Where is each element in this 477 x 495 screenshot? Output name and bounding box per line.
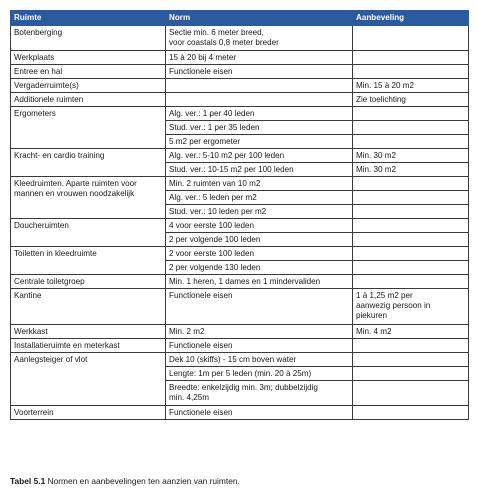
cell-ruimte: Centrale toiletgroep	[11, 275, 166, 289]
cell-ruimte: Vergaderruimte(s)	[11, 79, 166, 93]
caption-label: Tabel 5.1	[10, 476, 46, 486]
cell-ruimte: Kleedruimten. Aparte ruimten voor mannen en vrouwen noodzakelijk	[11, 177, 166, 219]
cell-norm: Stud. ver.: 10-15 m2 per 100 leden	[166, 163, 353, 177]
cell-aanbeveling: Min. 30 m2	[353, 163, 469, 177]
cell-aanbeveling	[353, 381, 469, 406]
table-row	[11, 107, 469, 121]
cell-aanbeveling	[353, 177, 469, 191]
cell-aanbeveling: 1 à 1,25 m2 per aanwezig persoon in piekuren	[353, 289, 469, 325]
column-header-norm: Norm	[166, 11, 353, 26]
cell-norm: 15 à 20 bij 4 meter	[166, 51, 353, 65]
cell-aanbeveling: Min. 4 m2	[353, 325, 469, 339]
cell-aanbeveling	[353, 65, 469, 79]
table-row	[11, 325, 469, 339]
cell-norm: Dek 10 (skiffs) - 15 cm boven water	[166, 353, 353, 367]
cell-ruimte: Additionele ruimten	[11, 93, 166, 107]
cell-aanbeveling: Zie toelichting	[353, 93, 469, 107]
cell-norm: Breedte: enkelzijdig min. 3m; dubbelzijdig min. 4,25m	[166, 381, 353, 406]
column-header-ruimte: Ruimte	[11, 11, 166, 26]
cell-ruimte: Werkkast	[11, 325, 166, 339]
table-row	[11, 247, 469, 261]
cell-aanbeveling	[353, 275, 469, 289]
cell-norm: Min. 2 ruimten van 10 m2	[166, 177, 353, 191]
cell-norm: 4 voor eerste 100 leden	[166, 219, 353, 233]
cell-ruimte: Doucheruimten	[11, 219, 166, 247]
cell-ruimte: Entree en hal	[11, 65, 166, 79]
cell-ruimte: Kantine	[11, 289, 166, 325]
table-caption	[10, 476, 240, 486]
cell-aanbeveling	[353, 121, 469, 135]
cell-aanbeveling	[353, 219, 469, 233]
cell-norm: Lengte: 1m per 5 leden (min. 20 à 25m)	[166, 367, 353, 381]
table-header-row	[11, 11, 469, 26]
cell-ruimte: Installatieruimte en meterkast	[11, 339, 166, 353]
cell-norm	[166, 93, 353, 107]
table-row	[11, 51, 469, 65]
cell-norm: Alg. ver.: 5-10 m2 per 100 leden	[166, 149, 353, 163]
cell-aanbeveling	[353, 51, 469, 65]
cell-aanbeveling	[353, 406, 469, 420]
cell-norm: Alg. ver.: 5 leden per m2	[166, 191, 353, 205]
cell-aanbeveling	[353, 107, 469, 121]
cell-aanbeveling: Min. 30 m2	[353, 149, 469, 163]
cell-norm: Min. 2 m2	[166, 325, 353, 339]
table-row	[11, 149, 469, 163]
cell-aanbeveling	[353, 26, 469, 51]
cell-ruimte: Voorterrein	[11, 406, 166, 420]
table-row	[11, 406, 469, 420]
cell-ruimte: Ergometers	[11, 107, 166, 149]
cell-aanbeveling	[353, 135, 469, 149]
cell-aanbeveling	[353, 353, 469, 367]
cell-norm: Min. 1 heren, 1 dames en 1 mindervaliden	[166, 275, 353, 289]
cell-aanbeveling	[353, 261, 469, 275]
table-row	[11, 26, 469, 51]
cell-norm: Stud. ver.: 1 per 35 leden	[166, 121, 353, 135]
norms-table	[10, 10, 469, 420]
caption-text: Normen en aanbevelingen ten aanzien van ruimten.	[45, 476, 240, 486]
cell-norm: Functionele eisen	[166, 65, 353, 79]
cell-norm: Stud. ver.: 10 leden per m2	[166, 205, 353, 219]
cell-aanbeveling	[353, 191, 469, 205]
cell-norm: Functionele eisen	[166, 339, 353, 353]
cell-aanbeveling	[353, 205, 469, 219]
table-row	[11, 93, 469, 107]
cell-ruimte: Botenberging	[11, 26, 166, 51]
table-row	[11, 219, 469, 233]
column-header-aanbeveling: Aanbeveling	[353, 11, 469, 26]
table-row	[11, 79, 469, 93]
cell-norm: Sectie min. 6 meter breed, voor coastals 0,8 meter breder	[166, 26, 353, 51]
cell-aanbeveling: Min. 15 à 20 m2	[353, 79, 469, 93]
cell-ruimte: Kracht- en cardio training	[11, 149, 166, 177]
cell-aanbeveling	[353, 233, 469, 247]
cell-norm: Alg. ver.: 1 per 40 leden	[166, 107, 353, 121]
table-row	[11, 339, 469, 353]
cell-aanbeveling	[353, 367, 469, 381]
table-row	[11, 353, 469, 367]
cell-norm: Functionele eisen	[166, 406, 353, 420]
cell-ruimte: Toiletten in kleedruimte	[11, 247, 166, 275]
cell-aanbeveling	[353, 339, 469, 353]
cell-ruimte: Aanlegsteiger of vlot	[11, 353, 166, 406]
cell-norm: 2 voor eerste 100 leden	[166, 247, 353, 261]
cell-ruimte: Werkplaats	[11, 51, 166, 65]
cell-norm: 5 m2 per ergometer	[166, 135, 353, 149]
table-row	[11, 177, 469, 191]
cell-aanbeveling	[353, 247, 469, 261]
table-row	[11, 65, 469, 79]
cell-norm	[166, 79, 353, 93]
table-row	[11, 275, 469, 289]
cell-norm: Functionele eisen	[166, 289, 353, 325]
cell-norm: 2 per volgende 100 leden	[166, 233, 353, 247]
cell-norm: 2 per volgende 130 leden	[166, 261, 353, 275]
table-row	[11, 289, 469, 325]
